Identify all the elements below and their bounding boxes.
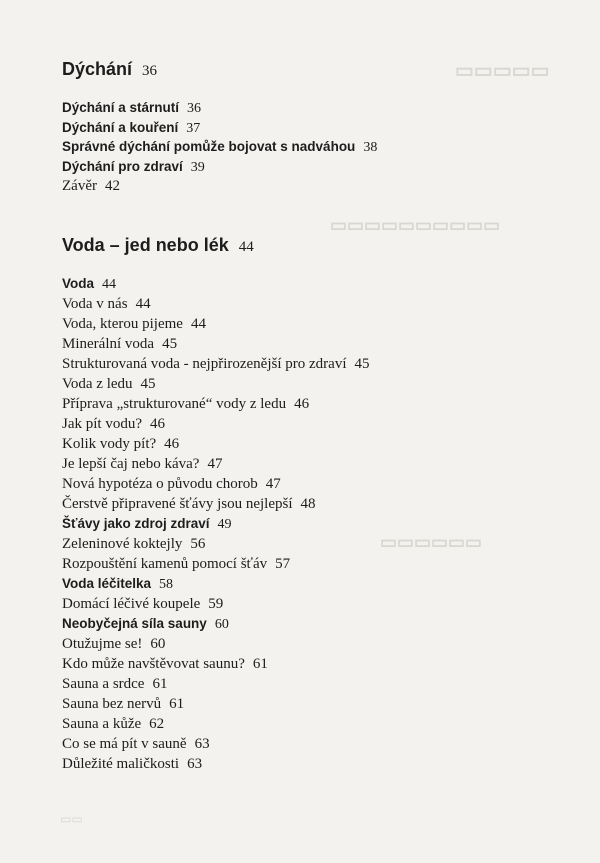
entry-page: 36 [187,101,202,116]
toc-entry [62,357,370,372]
toc-entry [62,497,316,512]
entry-title: Jak pít vodu? [62,416,142,432]
toc-entry [62,179,120,194]
entry-title: Kdo může navštěvovat saunu? [62,656,245,672]
entry-page: 37 [186,121,201,136]
entry-page: 44 [102,277,117,292]
toc-entry [62,557,290,572]
entry-page: 36 [142,63,158,79]
entry-page: 59 [208,596,224,612]
toc-entry [62,577,173,592]
entry-title: Strukturovaná voda - nejpřirozenější pro zdraví [62,356,347,372]
bleed-through-texture: ▭▭▭▭▭ ▭▭▭▭▭▭▭▭▭▭ ▭▭▭▭▭▭ ▭▭ [60,60,550,826]
entry-title: Nová hypotéza o původu chorob [62,476,258,492]
entry-page: 47 [207,456,223,472]
entry-page: 44 [135,296,151,312]
entry-page: 60 [150,636,166,652]
entry-title: Voda – jed nebo lék [62,235,229,255]
toc-entry [62,637,165,652]
entry-title: Rozpouštění kamenů pomocí šťáv [62,556,268,572]
toc-entry [62,277,116,292]
toc-entry [62,397,309,412]
toc-entry [62,597,223,612]
entry-page: 63 [187,756,203,772]
toc-chapter-voda [62,236,254,255]
entry-page: 47 [265,476,281,492]
entry-title: Zeleninové koktejly [62,536,183,552]
toc-entry [62,657,268,672]
entry-page: 46 [164,436,180,452]
entry-title: Dýchání a kouření [62,120,179,135]
toc-entry [62,317,206,332]
entry-title: Sauna a srdce [62,676,145,692]
toc-entry [62,377,156,392]
entry-page: 46 [294,396,310,412]
entry-page: 45 [162,336,178,352]
toc-entry [62,160,205,175]
entry-title: Závěr [62,178,97,194]
entry-title: Čerstvě připravené šťávy jsou nejlepší [62,496,293,512]
entry-page: 48 [300,496,316,512]
entry-title: Kolik vody pít? [62,436,157,452]
toc-entry [62,697,184,712]
entry-title: Otužujme se! [62,636,143,652]
entry-page: 45 [140,376,156,392]
entry-title: Dýchání pro zdraví [62,159,183,174]
entry-page: 61 [252,656,268,672]
entry-page: 61 [152,676,168,692]
toc-entry [62,297,151,312]
toc-chapter-dychani [62,60,157,79]
toc-entry [62,121,200,136]
entry-title: Sauna bez nervů [62,696,162,712]
entry-title: Dýchání a stárnutí [62,100,180,115]
toc-entry [62,437,179,452]
entry-title: Šťávy jako zdroj zdraví [62,516,210,531]
entry-title: Co se má pít v sauně [62,736,187,752]
entry-page: 57 [275,556,291,572]
entry-page: 58 [159,577,174,592]
entry-title: Správné dýchání pomůže bojovat s nadváhou [62,139,356,154]
toc-entry [62,517,232,532]
entry-page: 39 [190,160,205,175]
entry-page: 45 [354,356,370,372]
toc-entry [62,677,167,692]
entry-title: Dýchání [62,59,133,79]
entry-title: Voda léčitelka [62,576,152,591]
toc-entry [62,757,202,772]
toc-entry [62,737,210,752]
entry-title: Voda v nás [62,296,128,312]
entry-title: Domácí léčivé koupele [62,596,201,612]
toc-entry [62,337,177,352]
entry-title: Minerální voda [62,336,155,352]
entry-page: 49 [217,517,232,532]
entry-page: 63 [194,736,210,752]
toc-entry [62,101,201,116]
toc-entry [62,477,281,492]
entry-page: 44 [190,316,206,332]
entry-title: Voda, kterou pijeme [62,316,183,332]
entry-title: Neobyčejná síla sauny [62,616,207,631]
toc-entry [62,417,165,432]
entry-page: 62 [149,716,165,732]
entry-page: 61 [169,696,185,712]
entry-title: Voda [62,276,95,291]
entry-title: Voda z ledu [62,376,133,392]
toc-entry [62,617,229,632]
entry-page: 38 [363,140,378,155]
entry-page: 42 [104,178,120,194]
toc-entry [62,537,205,552]
entry-page: 60 [214,617,229,632]
toc-entry [62,457,222,472]
entry-title: Sauna a kůže [62,716,142,732]
entry-title: Příprava „strukturované“ vody z ledu [62,396,287,412]
entry-page: 44 [238,239,254,255]
toc-entry [62,717,164,732]
entry-title: Důležité maličkosti [62,756,180,772]
toc-entry [62,140,377,155]
entry-page: 46 [150,416,165,432]
entry-title: Je lepší čaj nebo káva? [62,456,200,472]
entry-page: 56 [190,536,206,552]
